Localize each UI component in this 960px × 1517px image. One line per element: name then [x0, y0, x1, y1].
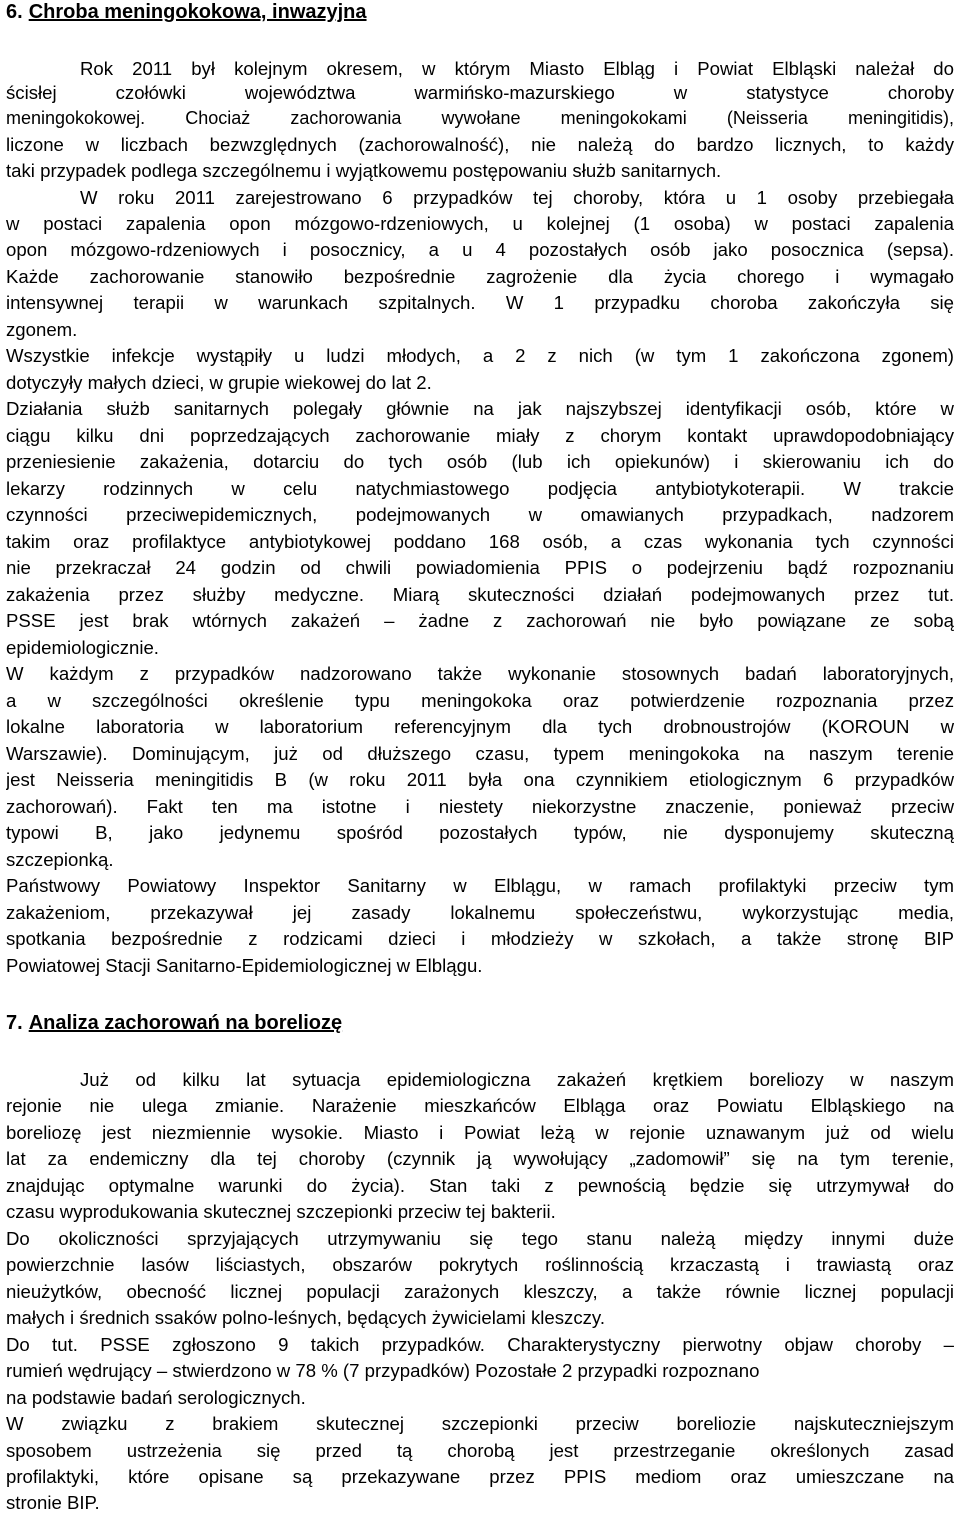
- text-line: takim oraz profilaktyce antybiotykowej poddano 168 osób, a czas wykonania tych czynności: [6, 531, 954, 552]
- text-line: Powiatowej Stacji Sanitarno-Epidemiologicznej w Elblągu.: [6, 955, 483, 976]
- text-line: nieużytków, obecność licznej populacji zarażonych kleszczy, a także równie licznej populacji: [6, 1281, 954, 1302]
- text-line: przeniesienie zakażenia, dotarciu do tych osób (lub ich opiekunów) i skierowaniu ich do: [6, 451, 954, 472]
- text-line: czasu wyprodukowania skutecznej szczepionki przeciw tej bakterii.: [6, 1201, 556, 1222]
- text-line: Działania służb sanitarnych polegały głównie na jak najszybszej identyfikacji osób, które w: [6, 398, 954, 419]
- text-line: epidemiologicznie.: [6, 637, 159, 658]
- text-line: taki przypadek podlega szczególnemu i wyjątkowemu postępowaniu służb sanitarnych.: [6, 160, 722, 181]
- text-line: PSSE jest brak wtórnych zakażeń – żadne z zachorowań nie było powiązane ze sobą: [6, 610, 954, 631]
- text-line: jest Neisseria meningitidis B (w roku 2011 była ona czynnikiem etiologicznym 6 przypadków: [6, 769, 954, 790]
- text-line: Państwowy Powiatowy Inspektor Sanitarny w Elblągu, w ramach profilaktyki przeciw tym: [6, 875, 954, 896]
- text-line: a w szczególności określenie typu meningokoka oraz potwierdzenie rozpoznania przez: [6, 690, 954, 711]
- text-line: Już od kilku lat sytuacja epidemiologiczna zakażeń krętkiem boreliozy w naszym: [80, 1069, 954, 1090]
- text-line: rumień wędrujący – stwierdzono w 78 % (7 przypadków) Pozostałe 2 przypadki rozpoznano: [6, 1360, 760, 1381]
- text-line: W roku 2011 zarejestrowano 6 przypadków tej choroby, która u 1 osoby przebiegała: [80, 187, 954, 208]
- section-7-heading: [6, 1011, 342, 1035]
- section-6-title: Chroba meningokokowa, inwazyjna: [28, 1, 367, 23]
- text-line: powierzchnie lasów liściastych, obszarów pokrytych roślinnością krzaczastą i trawiastą oraz: [6, 1254, 954, 1275]
- text-line: Wszystkie infekcje wystąpiły u ludzi młodych, a 2 z nich (w tym 1 zakończona zgonem): [6, 345, 954, 366]
- text-line: znajdując optymalne warunki do życia). Stan taki z pewnością będzie się utrzymywał do: [6, 1175, 954, 1196]
- text-line: szczepionką.: [6, 849, 114, 870]
- section-7-title: Analiza zachorowań na boreliozę: [28, 1012, 343, 1034]
- text-line: rejonie nie ulega zmianie. Narażenie mieszkańców Elbląga oraz Powiatu Elbląskiego na: [6, 1095, 954, 1116]
- text-line: lat za endemiczny dla tej choroby (czynnik ją wywołujący „zadomowił” się na tym terenie,: [6, 1148, 954, 1169]
- text-line: ścisłej czołówki województwa warmińsko-mazurskiego w statystyce choroby: [6, 82, 954, 103]
- text-line: Do okoliczności sprzyjających utrzymywaniu się tego stanu należą między innymi duże: [6, 1228, 954, 1249]
- text-line: intensywnej terapii w warunkach szpitalnych. W 1 przypadku choroba zakończyła się: [6, 292, 954, 313]
- text-line: Każde zachorowanie stanowiło bezpośrednie zagrożenie dla życia chorego i wymagało: [6, 266, 954, 287]
- text-line: zachorowań). Fakt ten ma istotne i niestety niekorzystne znaczenie, ponieważ przeciw: [6, 796, 954, 817]
- text-line: typowi B, jako jedynemu spośród pozostałych typów, nie dysponujemy skuteczną: [6, 822, 954, 843]
- section-6-heading: [6, 0, 367, 24]
- text-line: W każdym z przypadków nadzorowano także wykonanie stosownych badań laboratoryjnych,: [6, 663, 954, 684]
- text-line: Rok 2011 był kolejnym okresem, w którym Miasto Elbląg i Powiat Elbląski należał do: [80, 58, 954, 79]
- text-line: na podstawie badań serologicznych.: [6, 1387, 306, 1408]
- text-line: sposobem ustrzeżenia się przed tą chorobą jest przestrzeganie określonych zasad: [6, 1440, 954, 1461]
- text-line: nie przekraczał 24 godzin od chwili powiadomienia PPIS o podejrzeniu bądź rozpoznaniu: [6, 557, 954, 578]
- section-6-number: 6.: [6, 1, 23, 23]
- section-7-number: 7.: [6, 1012, 23, 1034]
- text-line: profilaktyki, które opisane są przekazywane przez PPIS mediom oraz umieszczane na: [6, 1466, 954, 1487]
- text-line: dotyczyły małych dzieci, w grupie wiekowej do lat 2.: [6, 372, 432, 393]
- text-line: zakażenia przez służby medyczne. Miarą skuteczności działań podejmowanych przez tut.: [6, 584, 954, 605]
- text-line: opon mózgowo-rdzeniowych i posocznicy, a u 4 pozostałych osób jako posocznica (sepsa).: [6, 239, 954, 260]
- text-line: boreliozę jest niezmiennie wysokie. Miasto i Powiat leżą w rejonie uznawanym już od wielu: [6, 1122, 954, 1143]
- text-line: zgonem.: [6, 319, 78, 340]
- text-line: meningokokowej. Chociaż zachorowania wywołane meningokokami (Neisseria meningitidis),: [6, 108, 954, 128]
- text-line: lekarzy rodzinnych w celu natychmiastowego podjęcia antybiotykoterapii. W trakcie: [6, 478, 954, 499]
- text-line: stronie BIP.: [6, 1492, 100, 1513]
- text-line: liczone w liczbach bezwzględnych (zachorowalność), nie należą do bardzo licznych, to każdy: [6, 134, 954, 155]
- text-line: czynności przeciwepidemicznych, podejmowanych w omawianych przypadkach, nadzorem: [6, 504, 954, 525]
- text-line: ciągu kilku dni poprzedzających zachorowanie miały z chorym kontakt uprawdopodobniający: [6, 425, 954, 446]
- text-line: zakażeniom, przekazywał jej zasady lokalnemu społeczeństwu, wykorzystując media,: [6, 902, 954, 923]
- text-line: W związku z brakiem skutecznej szczepionki przeciw boreliozie najskuteczniejszym: [6, 1413, 954, 1434]
- text-line: Warszawie). Dominującym, już od dłuższego czasu, typem meningokoka na naszym terenie: [6, 743, 954, 764]
- text-line: Do tut. PSSE zgłoszono 9 takich przypadków. Charakterystyczny pierwotny objaw choroby –: [6, 1334, 954, 1355]
- text-line: lokalne laboratoria w laboratorium referencyjnym dla tych drobnoustrojów (KOROUN w: [6, 716, 954, 737]
- text-line: spotkania bezpośrednie z rodzicami dzieci i młodzieży w szkołach, a także stronę BIP: [6, 928, 954, 949]
- text-line: małych i średnich ssaków polno-leśnych, będących żywicielami kleszczy.: [6, 1307, 606, 1328]
- text-line: w postaci zapalenia opon mózgowo-rdzeniowych, u kolejnej (1 osoba) w postaci zapalenia: [6, 213, 954, 234]
